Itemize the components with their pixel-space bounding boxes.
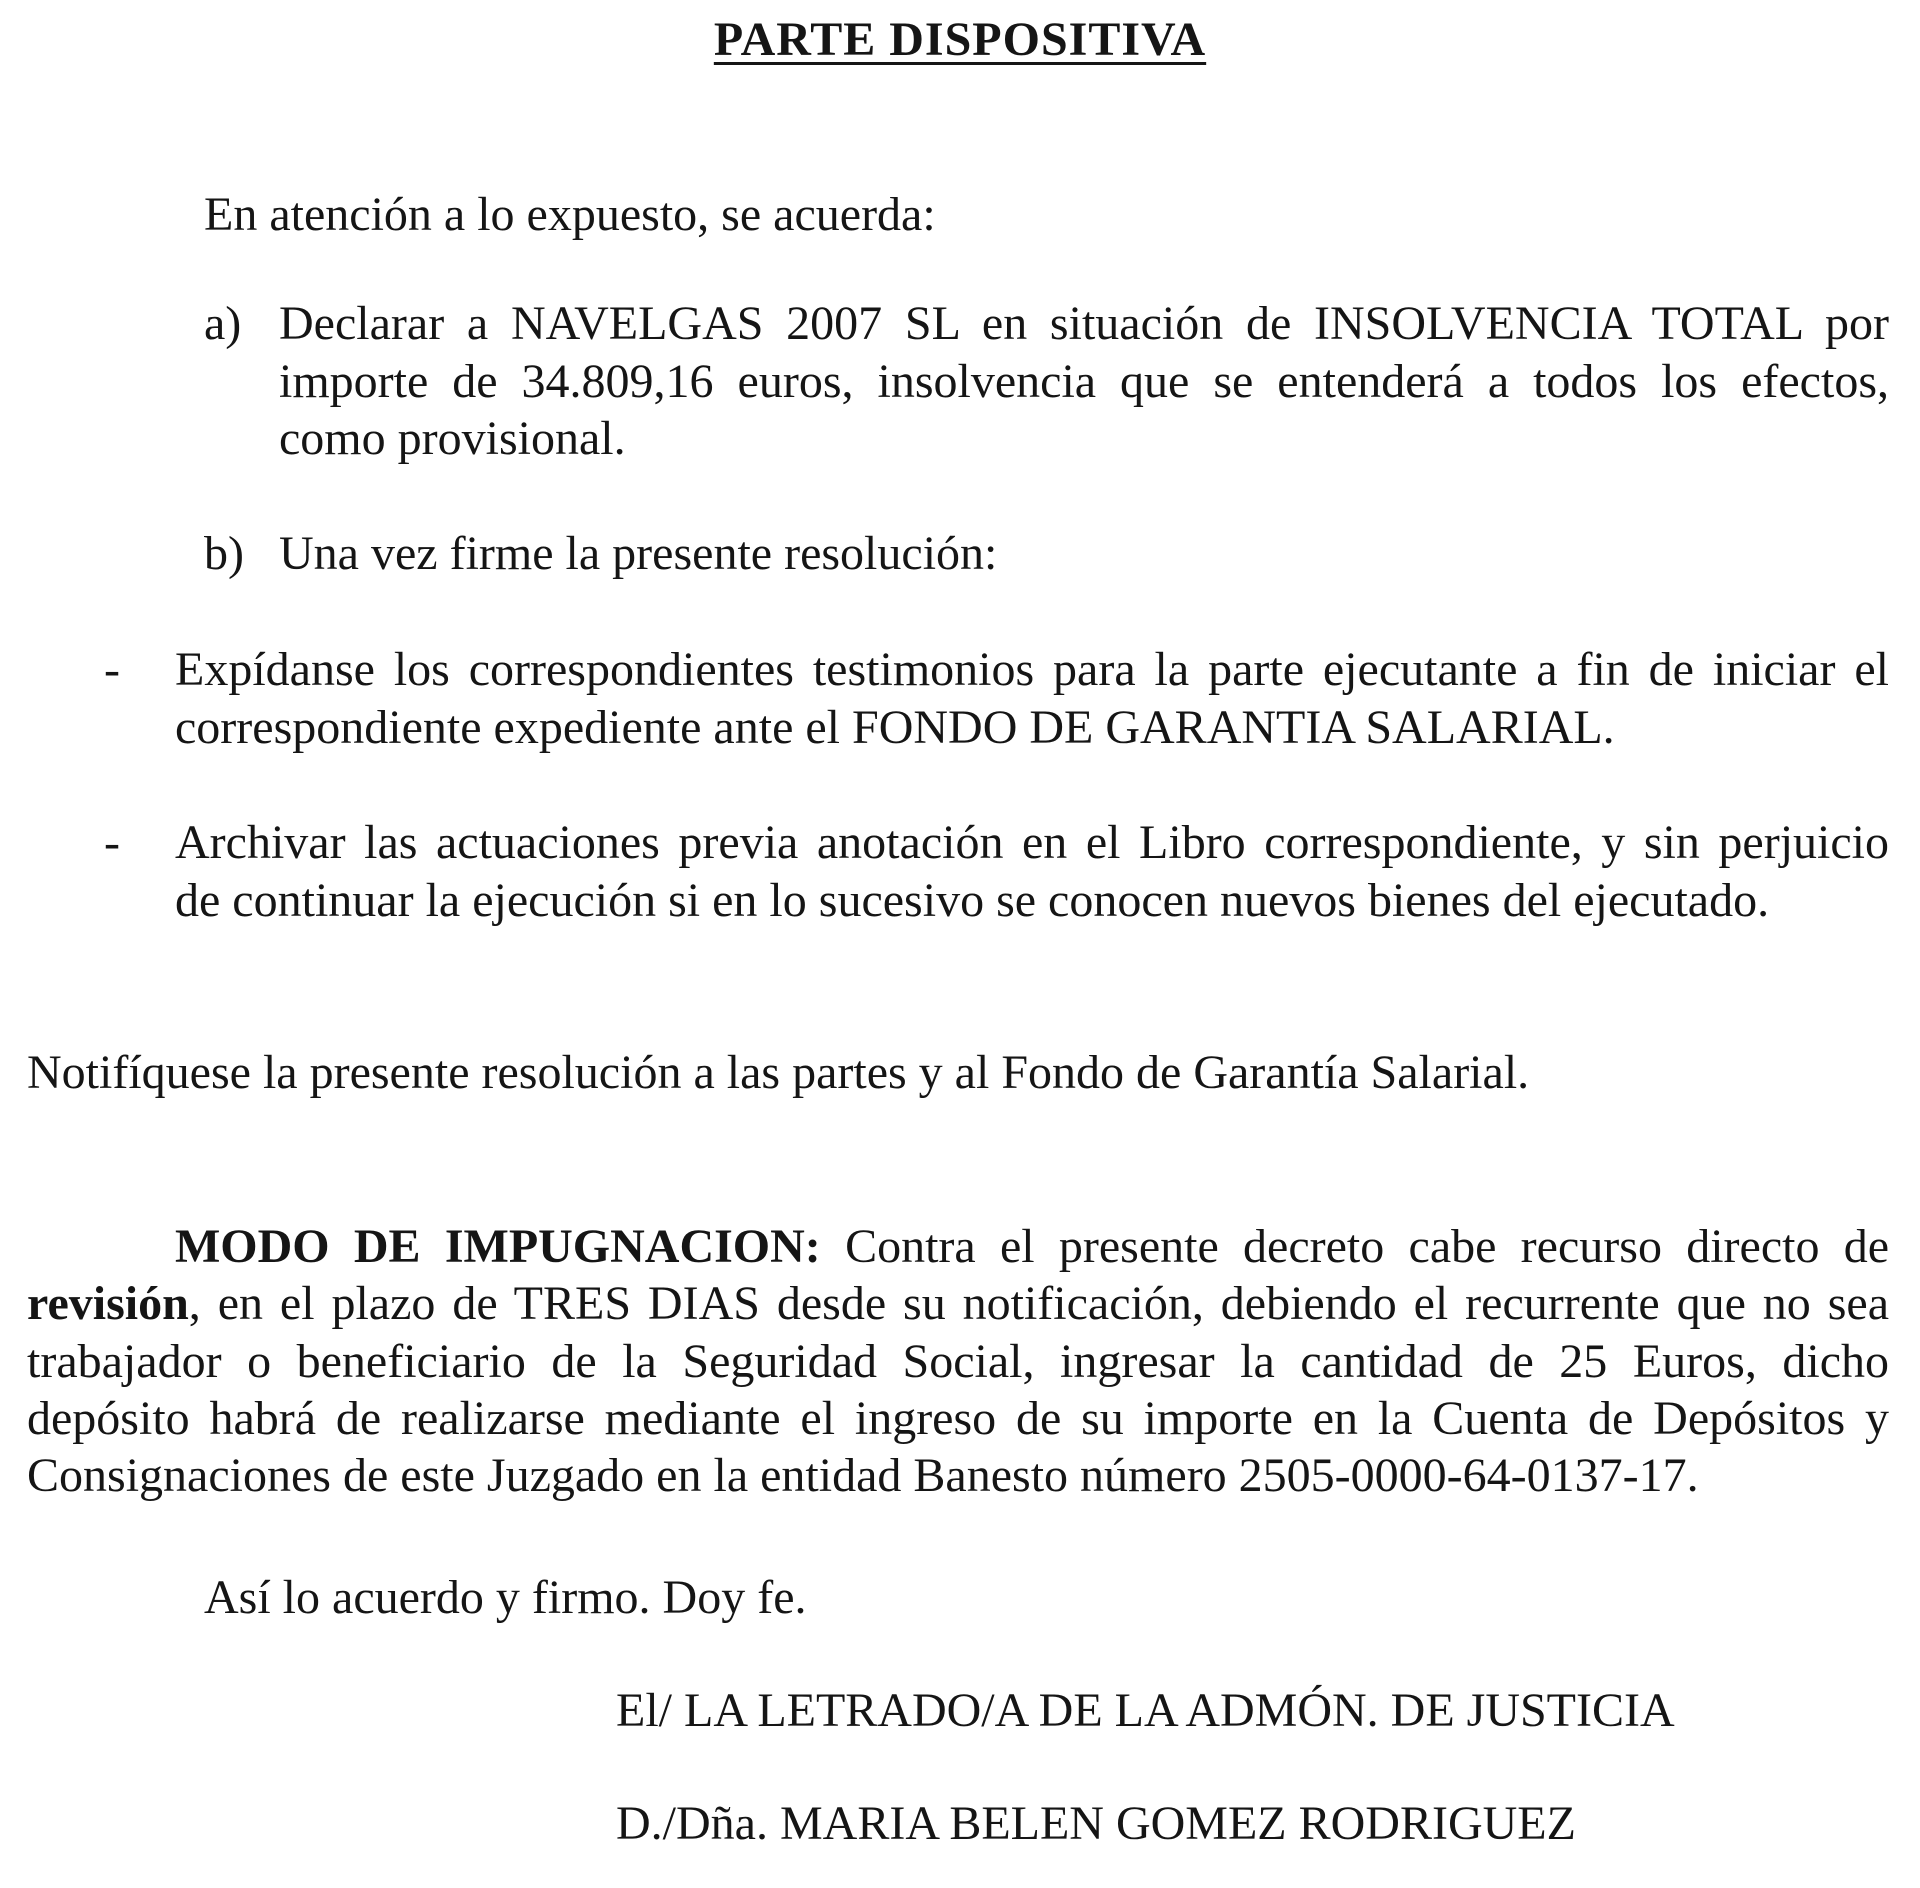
bullet-2-line-1: Archivar las actuaciones previa anotación en el Libro correspondiente, y sin perjuicio	[175, 816, 1889, 869]
item-a-line-2: importe de 34.809,16 euros, insolvencia que se entenderá a todos los efectos,	[279, 355, 1889, 408]
impugnacion-line-4: depósito habrá de realizarse mediante el ingreso de su importe en la Cuenta de Depósitos y	[27, 1392, 1889, 1445]
impugnacion-line-2	[27, 1275, 1889, 1333]
bullet-1-line-1: Expídanse los correspondientes testimonios para la parte ejecutante a fin de iniciar el	[175, 643, 1889, 696]
impugnacion-line-2-text: , en el plazo de TRES DIAS desde su notificación, debiendo el recurrente que no sea	[188, 1277, 1889, 1330]
signature-role: El/ LA LETRADO/A DE LA ADMÓN. DE JUSTICIA	[616, 1684, 1675, 1737]
list-marker-a: a)	[204, 297, 242, 350]
bullet-dash-1: -	[104, 643, 120, 696]
impugnacion-line-1-text: Contra el presente decreto cabe recurso directo de	[845, 1220, 1890, 1273]
closing-text: Así lo acuerdo y firmo. Doy fe.	[204, 1571, 807, 1624]
item-b-line-1: Una vez firme la presente resolución:	[279, 527, 998, 580]
impugnacion-line-1	[175, 1218, 1889, 1276]
bullet-1-line-2: correspondiente expediente ante el FONDO DE GARANTIA SALARIAL.	[175, 701, 1615, 754]
notification-text: Notifíquese la presente resolución a las partes y al Fondo de Garantía Salarial.	[27, 1046, 1530, 1099]
item-a-line-3: como provisional.	[279, 412, 626, 465]
impugnacion-line-5: Consignaciones de este Juzgado en la entidad Banesto número 2505-0000-64-0137-17.	[27, 1449, 1699, 1502]
list-marker-b: b)	[204, 527, 244, 580]
page-title: PARTE DISPOSITIVA	[713, 13, 1207, 66]
impugnacion-line-3: trabajador o beneficiario de la Seguridad Social, ingresar la cantidad de 25 Euros, dicho	[27, 1335, 1889, 1388]
impugnacion-heading: MODO DE IMPUGNACION:	[175, 1220, 821, 1273]
signature-name: D./Dña. MARIA BELEN GOMEZ RODRIGUEZ	[616, 1797, 1576, 1850]
revision-keyword: revisión	[27, 1277, 189, 1330]
bullet-2-line-2: de continuar la ejecución si en lo sucesivo se conocen nuevos bienes del ejecutado.	[175, 874, 1770, 927]
item-a-line-1: Declarar a NAVELGAS 2007 SL en situación de INSOLVENCIA TOTAL por	[279, 297, 1889, 350]
intro-text: En atención a lo expuesto, se acuerda:	[204, 188, 936, 241]
bullet-dash-2: -	[104, 816, 120, 869]
